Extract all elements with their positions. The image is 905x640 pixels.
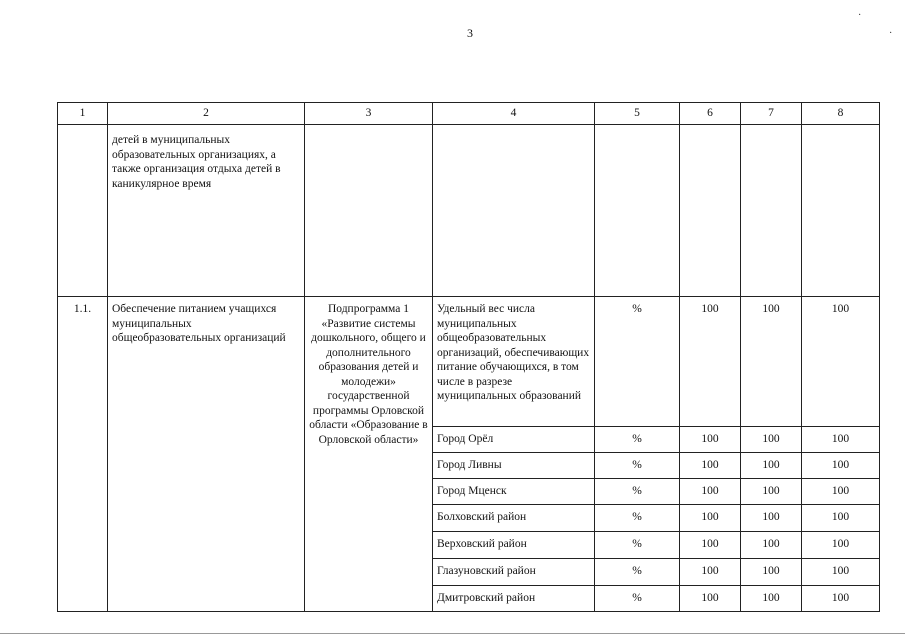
municipality-name: Глазуновский район [433, 559, 595, 586]
column-header: 2 [108, 103, 305, 125]
continuation-text: детей в муниципальных образовательных организациях, а также организация отдыха детей в каникулярное время [108, 125, 305, 297]
municipality-name: Дмитровский район [433, 586, 595, 612]
column-header: 7 [741, 103, 802, 125]
value-cell: 100 [802, 297, 880, 427]
municipality-name: Город Мценск [433, 479, 595, 505]
unit-cell: % [595, 586, 680, 612]
value-cell: 100 [680, 427, 741, 453]
column-header: 5 [595, 103, 680, 125]
value-cell: 100 [802, 505, 880, 532]
value-cell: 100 [680, 505, 741, 532]
table-cell [802, 125, 880, 297]
table-cell [305, 125, 433, 297]
value-cell: 100 [741, 586, 802, 612]
value-cell: 100 [741, 427, 802, 453]
continuation-row [58, 125, 880, 297]
table-cell [680, 125, 741, 297]
value-cell: 100 [741, 532, 802, 559]
page-number: 3 [467, 26, 473, 40]
column-header: 4 [433, 103, 595, 125]
column-header: 1 [58, 103, 108, 125]
municipality-name: Город Ливны [433, 453, 595, 479]
value-cell: 100 [802, 586, 880, 612]
value-cell: 100 [802, 453, 880, 479]
column-header: 3 [305, 103, 433, 125]
unit-cell: % [595, 532, 680, 559]
column-header: 8 [802, 103, 880, 125]
page-bottom-edge [0, 633, 905, 634]
scan-speck: · [858, 10, 862, 21]
value-cell: 100 [680, 586, 741, 612]
section-row [58, 297, 880, 427]
value-cell: 100 [802, 427, 880, 453]
value-cell: 100 [802, 532, 880, 559]
program-name: Подпрограмма 1 «Развитие системы дошкольного, общего и дополнительного образования детей и молодежи» государственной программы Орловской области «Образование в Орловской области» [305, 297, 433, 612]
column-header: 6 [680, 103, 741, 125]
value-cell: 100 [741, 453, 802, 479]
table-cell [595, 125, 680, 297]
section-name: Обеспечение питанием учащихся муниципальных общеобразовательных организаций [108, 297, 305, 612]
municipality-name: Город Орёл [433, 427, 595, 453]
value-cell: 100 [741, 297, 802, 427]
indicators-table [57, 102, 880, 612]
value-cell: 100 [741, 505, 802, 532]
table-cell [58, 125, 108, 297]
indicator-name: Удельный вес числа муниципальных общеобразовательных организаций, обеспечивающих питание обучающихся, в том числе в разрезе муниципальных образований [433, 297, 595, 427]
unit-cell: % [595, 479, 680, 505]
header-row [58, 103, 880, 125]
value-cell: 100 [680, 453, 741, 479]
municipality-name: Болховский район [433, 505, 595, 532]
value-cell: 100 [680, 297, 741, 427]
value-cell: 100 [680, 479, 741, 505]
unit-cell: % [595, 505, 680, 532]
scan-speck: · [889, 28, 893, 39]
table-cell [741, 125, 802, 297]
unit-cell: % [595, 427, 680, 453]
value-cell: 100 [741, 559, 802, 586]
value-cell: 100 [802, 559, 880, 586]
unit-cell: % [595, 297, 680, 427]
municipality-name: Верховский район [433, 532, 595, 559]
table-cell [433, 125, 595, 297]
value-cell: 100 [741, 479, 802, 505]
unit-cell: % [595, 559, 680, 586]
value-cell: 100 [680, 532, 741, 559]
unit-cell: % [595, 453, 680, 479]
value-cell: 100 [802, 479, 880, 505]
value-cell: 100 [680, 559, 741, 586]
section-number: 1.1. [58, 297, 108, 612]
